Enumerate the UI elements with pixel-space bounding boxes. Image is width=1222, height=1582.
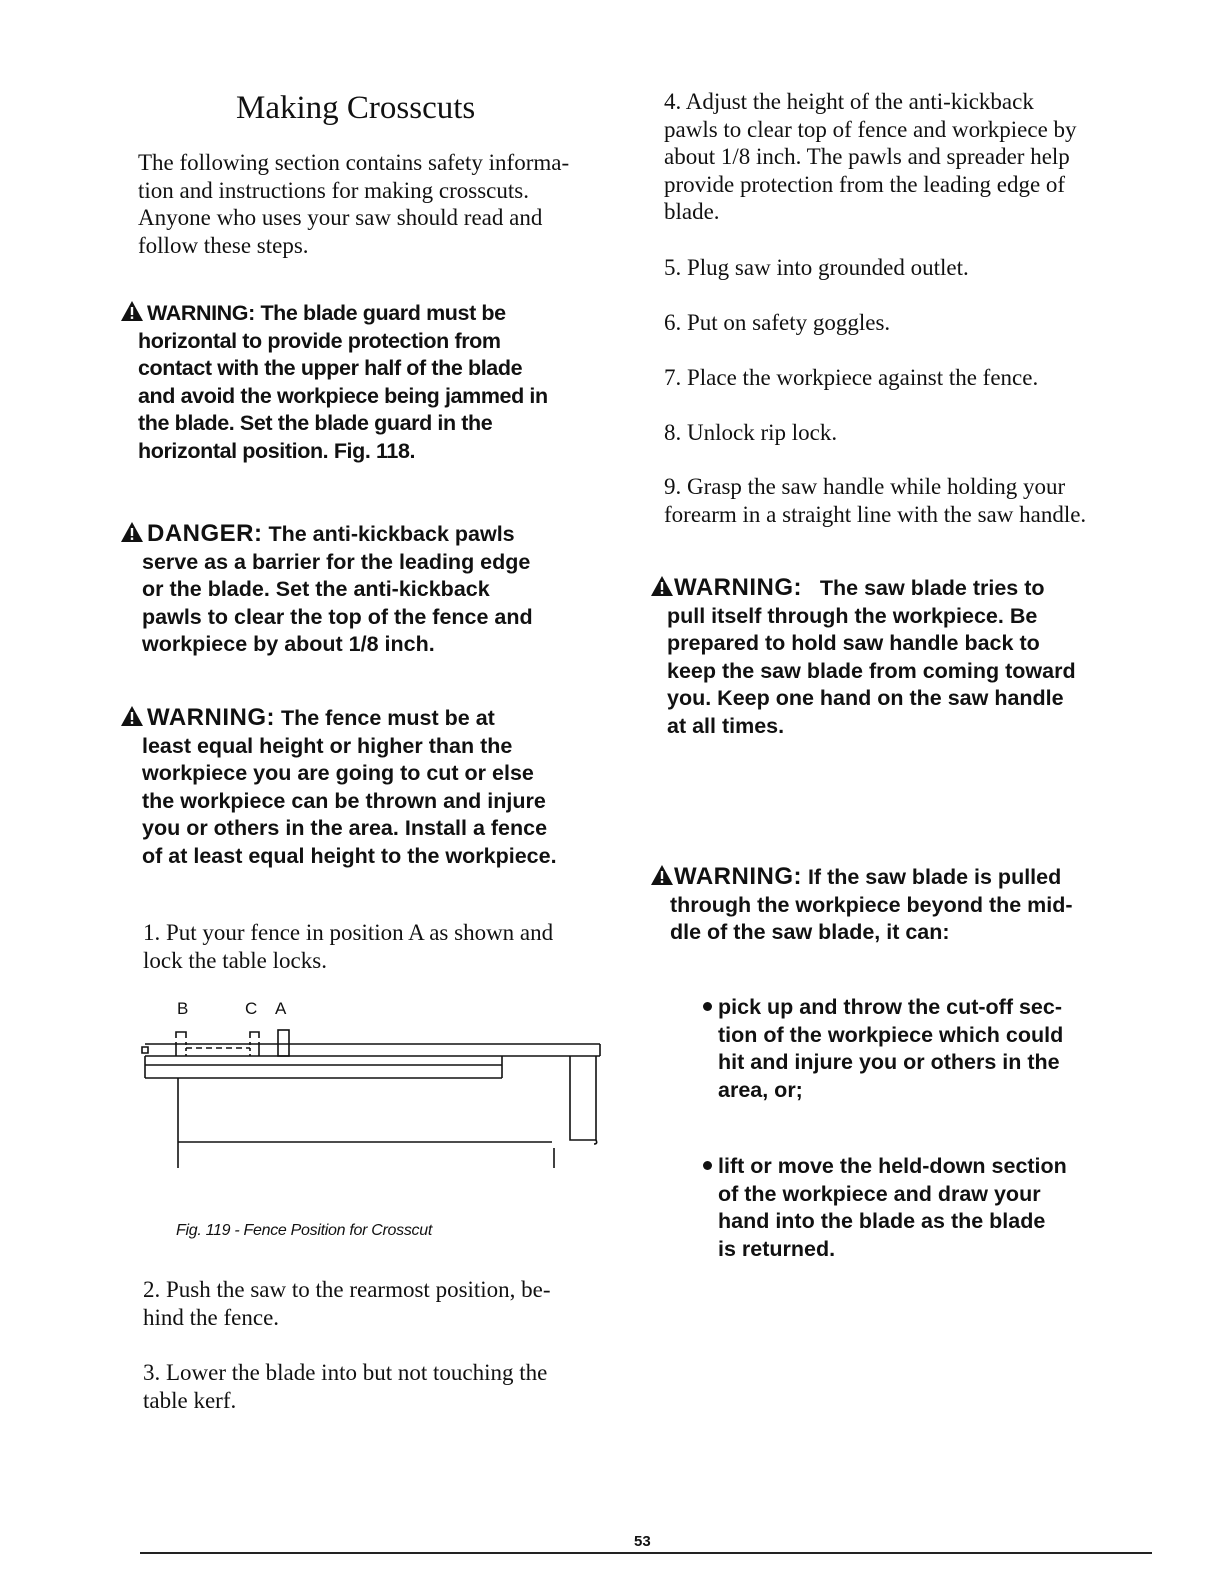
warning-text: the blade. Set the blade guard in the (138, 411, 493, 435)
page-number: 53 (634, 1533, 651, 1550)
warning-lead: WARNING: (674, 574, 802, 601)
warning-fence-block (120, 704, 557, 870)
bullet-text: of the workpiece and draw your (718, 1181, 1041, 1206)
bullet-text: is returned. (718, 1236, 836, 1261)
step-1 (143, 919, 553, 974)
warning-triangle-icon (120, 300, 144, 322)
bullet-text: pick up and throw the cut-off sec- (718, 995, 1063, 1019)
step-text: hind the fence. (143, 1304, 280, 1330)
bullet-item (703, 994, 1063, 1104)
step-2 (143, 1276, 551, 1331)
bullet-item (703, 1153, 1067, 1263)
warning-text: and avoid the workpiece being jammed in (138, 383, 548, 408)
step-text: about 1/8 inch. The pawls and spreader help (664, 144, 1070, 169)
warning-text: prepared to hold saw handle back to (667, 631, 1040, 655)
warning-triangle-icon (120, 705, 144, 727)
warning-triangle-icon (650, 575, 674, 597)
step-7: 7. Place the workpiece against the fence. (664, 365, 1039, 390)
warning-text: workpiece you are going to cut or else (142, 761, 534, 785)
fence-label-b: B (177, 999, 189, 1018)
warning-lead: WARNING: (674, 863, 802, 890)
warning-text: you. Keep one hand on the saw handle (667, 686, 1064, 710)
warning-text: The fence must be at (274, 706, 495, 730)
intro-line: follow these steps. (138, 232, 309, 258)
step-text: pawls to clear top of fence and workpiece by (664, 116, 1077, 142)
danger-text: pawls to clear the top of the fence and (142, 604, 533, 629)
danger-text: workpiece by about 1/8 inch. (142, 632, 435, 656)
bullet-text: tion of the workpiece which could (718, 1022, 1064, 1047)
warning-text: The blade guard must be (254, 301, 506, 325)
warning-text: horizontal position. Fig. 118. (138, 438, 416, 463)
page-title: Making Crosscuts (236, 90, 476, 126)
warning-text: you or others in the area. Install a fence (142, 816, 548, 840)
figure-caption: Fig. 119 - Fence Position for Crosscut (176, 1222, 432, 1239)
intro-paragraph (138, 149, 569, 259)
footer-rule (140, 1552, 1152, 1554)
step-text: 9. Grasp the saw handle while holding your (664, 474, 1066, 499)
step-5: 5. Plug saw into grounded outlet. (664, 255, 969, 280)
bullet-dot-icon (703, 1161, 712, 1170)
step-text: 4. Adjust the height of the anti-kickback (664, 89, 1034, 114)
step-9 (664, 473, 1086, 528)
danger-text: or the blade. Set the anti-kickback (142, 577, 490, 601)
step-text: blade. (664, 199, 720, 224)
bullet-text: hand into the blade as the blade (718, 1209, 1046, 1233)
bullet-text: hit and injure you or others in the (718, 1050, 1060, 1074)
intro-line: Anyone who uses your saw should read and (138, 205, 543, 230)
warning-text: of at least equal height to the workpiece. (142, 843, 557, 868)
fence-label-c: C (245, 999, 258, 1018)
fence-position-diagram (140, 1020, 610, 1170)
warning-text: through the workpiece beyond the mid- (670, 892, 1073, 917)
step-text: 3. Lower the blade into but not touching the (143, 1360, 548, 1385)
danger-text: serve as a barrier for the leading edge (142, 549, 531, 574)
fence-label-a: A (275, 999, 287, 1018)
warning-text: pull itself through the workpiece. Be (667, 603, 1038, 628)
bullet-dot-icon (703, 1002, 712, 1011)
warning-text: The saw blade tries to (801, 576, 1045, 600)
step-3 (143, 1359, 547, 1414)
warning-text: If the saw blade is pulled (801, 865, 1062, 889)
warning-text: dle of the saw blade, it can: (670, 920, 950, 944)
warning-text: contact with the upper half of the blade (138, 356, 523, 380)
step-6: 6. Put on safety goggles. (664, 310, 891, 335)
danger-block (120, 520, 533, 659)
danger-lead: DANGER: (147, 520, 263, 547)
step-4 (664, 88, 1077, 226)
step-text: lock the table locks. (143, 947, 327, 973)
intro-line: The following section contains safety informa- (138, 150, 570, 175)
bullet-text: lift or move the held-down section (718, 1154, 1067, 1178)
warning-triangle-icon (120, 521, 144, 543)
step-text: 1. Put your fence in position A as shown and (143, 920, 554, 945)
intro-line: tion and instructions for making crosscuts. (138, 177, 529, 203)
warning-pull-block (650, 574, 1076, 740)
warning-middle-block (650, 863, 1073, 947)
warning-triangle-icon (650, 864, 674, 886)
warning-text: horizontal to provide protection from (138, 328, 501, 353)
step-text: provide protection from the leading edge of (664, 171, 1066, 197)
step-text: table kerf. (143, 1387, 237, 1413)
warning-text: least equal height or higher than the (142, 733, 513, 758)
step-text: forearm in a straight line with the saw handle. (664, 501, 1087, 527)
step-8: 8. Unlock rip lock. (664, 420, 838, 445)
step-text: 2. Push the saw to the rearmost position, be- (143, 1277, 551, 1302)
warning-text: keep the saw blade from coming toward (667, 658, 1076, 683)
warning-lead: WARNING: (147, 301, 255, 325)
warning-guard-block (120, 300, 548, 465)
danger-text: The anti-kickback pawls (262, 522, 515, 546)
bullet-text: area, or; (718, 1077, 803, 1102)
warning-text: the workpiece can be thrown and injure (142, 788, 546, 813)
warning-text: at all times. (667, 713, 785, 738)
warning-lead: WARNING: (147, 704, 275, 731)
